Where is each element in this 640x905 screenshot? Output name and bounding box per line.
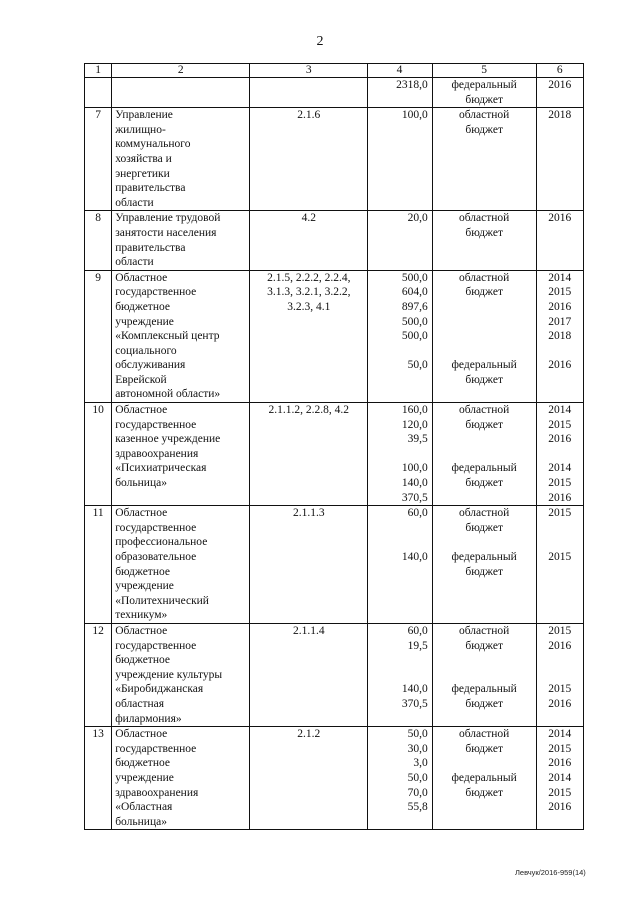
organization-line: бюджетное xyxy=(115,565,170,578)
organization-line: больница» xyxy=(115,477,167,490)
organization-line: учреждение xyxy=(115,771,174,784)
amount-value: 140,0 xyxy=(401,551,428,563)
organization-line: правительства xyxy=(115,182,186,195)
funding-source-line: федеральный xyxy=(451,551,517,563)
organization-line: социального xyxy=(115,344,177,357)
funding-source-line xyxy=(436,315,533,330)
funding-source-line xyxy=(436,432,533,447)
funding-source-cell xyxy=(432,108,536,211)
organization-line: здравоохранения xyxy=(115,447,199,460)
organization-line: казенное учреждение xyxy=(115,433,221,446)
amount-value: 55,8 xyxy=(407,801,428,814)
header-col-5: 5 xyxy=(432,64,536,78)
amount-value xyxy=(371,535,428,550)
funding-source-line: бюджет xyxy=(465,226,503,239)
table-row xyxy=(85,78,584,108)
organization-line: бюджетное xyxy=(115,300,170,313)
funding-source-line: федеральный xyxy=(451,79,517,91)
funding-source-line: областной xyxy=(458,624,510,637)
header-col-1: 1 xyxy=(85,64,112,78)
organization-line: Областное xyxy=(115,507,168,520)
organization-line: энергетики xyxy=(115,167,170,180)
row-number: 11 xyxy=(85,506,112,624)
year-cell xyxy=(536,623,583,726)
funding-source-line: бюджет xyxy=(465,286,503,299)
row-number: 10 xyxy=(85,403,112,506)
amount-value: 140,0 xyxy=(401,683,428,696)
organization-line: Областное xyxy=(115,271,168,284)
program-items-cell: 2.1.1.4 xyxy=(250,623,368,726)
organization-cell xyxy=(112,211,250,270)
amount-value: 3,0 xyxy=(413,757,428,770)
funding-source-line: областной xyxy=(458,404,510,417)
year-value: 2016 xyxy=(548,212,572,225)
amount-value: 60,0 xyxy=(407,624,428,637)
funding-source-line xyxy=(436,653,533,668)
funding-source-line: бюджет xyxy=(465,742,503,755)
year-value: 2015 xyxy=(548,477,572,490)
row-number: 9 xyxy=(85,270,112,402)
organization-line: учреждение xyxy=(115,315,174,328)
funding-source-line: областной xyxy=(458,109,510,122)
organization-line: Областное xyxy=(115,728,168,741)
organization-cell xyxy=(112,78,250,108)
row-number: 7 xyxy=(85,108,112,211)
organization-cell xyxy=(112,506,250,624)
amount-value xyxy=(371,344,428,359)
row-number: 12 xyxy=(85,623,112,726)
organization-line: государственное xyxy=(115,521,197,534)
organization-line: техникум» xyxy=(115,609,168,622)
organization-line: учреждение xyxy=(115,580,174,593)
funding-source-line xyxy=(436,329,533,344)
funding-source-line xyxy=(436,756,533,771)
organization-line: Управление трудовой xyxy=(115,212,221,225)
funding-source-line xyxy=(436,668,533,683)
amount-value: 100,0 xyxy=(401,462,428,475)
allocation-table xyxy=(84,63,584,830)
year-cell xyxy=(536,403,583,506)
funding-source-line xyxy=(436,447,533,462)
year-value: 2014 xyxy=(548,771,572,784)
organization-line: образовательное xyxy=(115,551,197,563)
organization-line: «Комплексный центр xyxy=(115,330,220,343)
year-value xyxy=(540,344,580,359)
header-col-6: 6 xyxy=(536,64,583,78)
header-col-2: 2 xyxy=(112,64,250,78)
organization-line: больница» xyxy=(115,815,167,828)
funding-source-line: бюджет xyxy=(465,565,503,578)
organization-line: бюджетное xyxy=(115,654,170,667)
amount-value: 19,5 xyxy=(407,639,428,652)
year-value: 2016 xyxy=(548,639,572,652)
funding-source-line: областной xyxy=(458,212,510,225)
year-value: 2014 xyxy=(548,271,572,284)
funding-source-cell xyxy=(432,506,536,624)
year-value: 2016 xyxy=(548,433,572,446)
organization-line: занятости населения xyxy=(115,226,217,239)
program-items-cell: 2.1.6 xyxy=(250,108,368,211)
organization-line: «Психиатрическая xyxy=(115,462,207,475)
organization-line: государственное xyxy=(115,639,197,652)
organization-line: «Областная xyxy=(115,801,173,814)
organization-line: «Биробиджанская xyxy=(115,683,204,696)
year-value: 2016 xyxy=(548,79,572,91)
organization-line: области xyxy=(115,256,154,269)
amount-value: 370,5 xyxy=(401,491,428,504)
year-cell xyxy=(536,727,583,830)
year-value xyxy=(540,653,580,668)
year-value: 2015 xyxy=(548,624,572,637)
funding-source-line: областной xyxy=(458,271,510,284)
organization-line: государственное xyxy=(115,742,197,755)
year-value: 2017 xyxy=(548,315,572,328)
program-items-cell: 2.1.1.3 xyxy=(250,506,368,624)
document-code: Левчук/2016-959(14) xyxy=(515,868,586,877)
amount-value: 100,0 xyxy=(401,109,428,122)
funding-source-line xyxy=(436,535,533,550)
year-value xyxy=(540,668,580,683)
organization-line: профессиональное xyxy=(115,536,208,549)
funding-source-line: областной xyxy=(458,728,510,741)
amount-value: 500,0 xyxy=(401,315,428,328)
organization-line: автономной области» xyxy=(115,388,221,401)
funding-source-line: федеральный xyxy=(451,359,517,372)
funding-source-line xyxy=(436,300,533,315)
program-items-cell xyxy=(250,78,368,108)
organization-line: здравоохранения xyxy=(115,786,199,799)
page-number: 2 xyxy=(316,34,324,49)
funding-source-line: областной xyxy=(458,507,510,520)
funding-source-cell xyxy=(432,727,536,830)
amount-cell xyxy=(368,506,433,624)
year-value: 2015 xyxy=(548,286,572,299)
organization-line: Областное xyxy=(115,404,168,417)
year-cell xyxy=(536,211,583,270)
funding-source-line: бюджет xyxy=(465,697,503,710)
year-value: 2014 xyxy=(548,728,572,741)
organization-line: государственное xyxy=(115,418,197,431)
organization-line: Областное xyxy=(115,624,168,637)
organization-line: жилищно- xyxy=(115,123,166,136)
organization-line: бюджетное xyxy=(115,757,170,770)
table-row xyxy=(85,270,584,402)
table-header-row xyxy=(85,64,584,78)
organization-cell xyxy=(112,108,250,211)
organization-cell xyxy=(112,727,250,830)
amount-value: 500,0 xyxy=(401,271,428,284)
table-row xyxy=(85,108,584,211)
organization-line: филармония» xyxy=(115,712,182,725)
amount-value xyxy=(371,521,428,536)
amount-value xyxy=(371,447,428,462)
year-value: 2015 xyxy=(548,742,572,755)
organization-line: учреждение культуры xyxy=(115,668,223,681)
year-value: 2018 xyxy=(548,109,572,122)
amount-value: 160,0 xyxy=(401,404,428,417)
row-number xyxy=(85,78,112,108)
year-value xyxy=(540,521,580,536)
table-row xyxy=(85,623,584,726)
amount-value: 70,0 xyxy=(407,786,428,799)
year-cell xyxy=(536,270,583,402)
year-cell xyxy=(536,506,583,624)
organization-line: «Политехнический xyxy=(115,594,209,607)
amount-cell xyxy=(368,727,433,830)
amount-value: 30,0 xyxy=(407,742,428,755)
amount-value: 897,6 xyxy=(401,300,428,313)
organization-line: Управление xyxy=(115,109,173,122)
year-value: 2015 xyxy=(548,683,572,696)
program-items-cell: 2.1.1.2, 2.2.8, 4.2 xyxy=(250,403,368,506)
row-number: 13 xyxy=(85,727,112,830)
funding-source-line: бюджет xyxy=(465,639,503,652)
header-col-3: 3 xyxy=(250,64,368,78)
year-value xyxy=(540,447,580,462)
year-value: 2016 xyxy=(548,359,572,372)
table-row xyxy=(85,403,584,506)
amount-value: 2318,0 xyxy=(396,79,428,91)
amount-value: 20,0 xyxy=(407,212,428,225)
year-value: 2016 xyxy=(548,801,572,814)
amount-value: 140,0 xyxy=(401,477,428,490)
amount-value xyxy=(371,668,428,683)
funding-source-line: бюджет xyxy=(465,477,503,490)
organization-line: хозяйства и xyxy=(115,152,172,165)
year-value: 2018 xyxy=(548,330,572,343)
year-cell xyxy=(536,78,583,108)
year-value: 2016 xyxy=(548,697,572,710)
organization-cell xyxy=(112,623,250,726)
amount-value: 500,0 xyxy=(401,330,428,343)
year-value: 2014 xyxy=(548,462,572,475)
funding-source-line: федеральный xyxy=(451,683,517,696)
funding-source-line: федеральный xyxy=(451,771,517,784)
organization-line: правительства xyxy=(115,241,186,254)
amount-value: 50,0 xyxy=(407,359,428,372)
funding-source-cell xyxy=(432,78,536,108)
funding-source-cell xyxy=(432,403,536,506)
amount-cell xyxy=(368,78,433,108)
funding-source-cell xyxy=(432,211,536,270)
amount-cell xyxy=(368,270,433,402)
organization-line: области xyxy=(115,196,154,209)
year-value: 2015 xyxy=(548,507,572,520)
amount-value: 120,0 xyxy=(401,418,428,431)
year-value: 2014 xyxy=(548,404,572,417)
table-row xyxy=(85,211,584,270)
amount-cell xyxy=(368,211,433,270)
organization-line: обслуживания xyxy=(115,359,186,372)
amount-cell xyxy=(368,403,433,506)
amount-value: 60,0 xyxy=(407,507,428,520)
amount-value: 50,0 xyxy=(407,728,428,741)
funding-source-cell xyxy=(432,623,536,726)
amount-value xyxy=(371,653,428,668)
funding-source-cell xyxy=(432,270,536,402)
program-items-cell: 4.2 xyxy=(250,211,368,270)
amount-value: 604,0 xyxy=(401,286,428,299)
year-value: 2016 xyxy=(548,300,572,313)
year-cell xyxy=(536,108,583,211)
funding-source-line: бюджет xyxy=(465,93,503,106)
amount-value: 50,0 xyxy=(407,771,428,784)
organization-cell xyxy=(112,403,250,506)
amount-value: 39,5 xyxy=(407,433,428,446)
funding-source-line: бюджет xyxy=(465,123,503,136)
funding-source-line: бюджет xyxy=(465,521,503,534)
funding-source-line: бюджет xyxy=(465,418,503,431)
program-items-cell: 2.1.5, 2.2.2, 2.2.4, 3.1.3, 3.2.1, 3.2.2, 3.2.3, 4.1 xyxy=(250,270,368,402)
organization-line: областная xyxy=(115,697,165,710)
year-value xyxy=(540,535,580,550)
program-items-cell: 2.1.2 xyxy=(250,727,368,830)
row-number: 8 xyxy=(85,211,112,270)
year-value: 2016 xyxy=(548,491,572,504)
year-value: 2015 xyxy=(548,786,572,799)
year-value: 2015 xyxy=(548,418,572,431)
organization-line: Еврейской xyxy=(115,373,167,386)
year-value: 2016 xyxy=(548,757,572,770)
amount-cell xyxy=(368,623,433,726)
organization-line: коммунального xyxy=(115,138,191,151)
header-col-4: 4 xyxy=(368,64,433,78)
funding-source-line: федеральный xyxy=(451,462,517,475)
table-row xyxy=(85,506,584,624)
table-row xyxy=(85,727,584,830)
funding-source-line xyxy=(436,344,533,359)
organization-line: государственное xyxy=(115,286,197,299)
year-value: 2015 xyxy=(548,551,572,563)
organization-cell xyxy=(112,270,250,402)
funding-source-line: бюджет xyxy=(465,786,503,799)
funding-source-line: бюджет xyxy=(465,373,503,386)
amount-cell xyxy=(368,108,433,211)
amount-value: 370,5 xyxy=(401,697,428,710)
